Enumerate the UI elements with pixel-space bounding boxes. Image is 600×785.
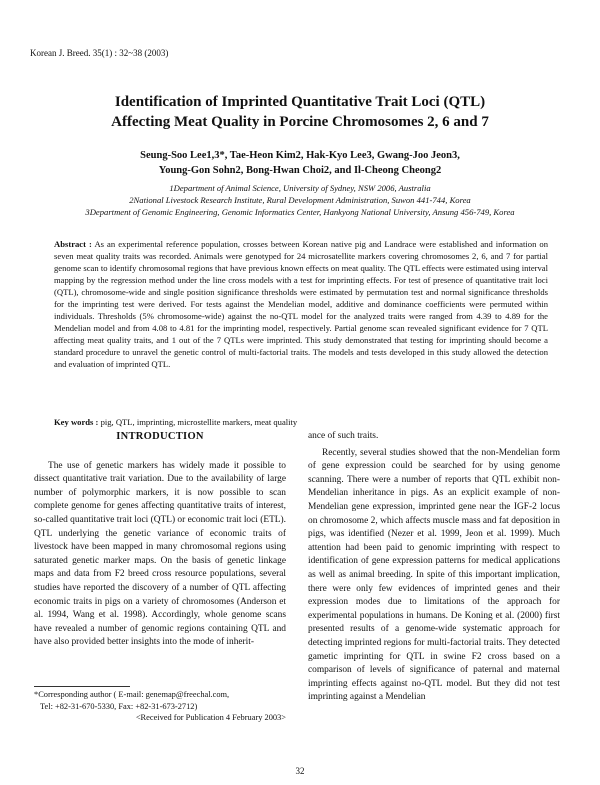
footnote-corresponding-author: *Corresponding author ( E-mail: genemap@freechal.com, (34, 690, 230, 699)
keywords-text: pig, QTL, imprinting, microstellite markers, meat quality (100, 417, 298, 427)
paper-title (40, 92, 560, 132)
affiliations (20, 182, 580, 218)
author-list (40, 148, 560, 178)
affiliation-2: 2National Livestock Research Institute, Rural Development Administration, Suwon 441-744, Korea (129, 195, 471, 205)
keywords-label: Key words : (54, 417, 99, 427)
footnote-divider (34, 686, 130, 687)
abstract-text: As an experimental reference population, crosses between Korean native pig and Landrace were established and information on seven meat quality traits was recorded. Animals were genotyped for 24 microsatellite markers covering chromosomes 2, 6, and 7 for partial genome scan to identify chromosomal regions that have previous known effects on meat quality. The QTL effects were estimated using interval mapping by the regression method under the line cross models with a test for imprinting effects. For test of presence of quantitative trait loci (QTL), chromosome-wide and single position significance thresholds were estimated by permutation test and normal significance thresholds for the imprinting test were derived. For tests against the Mendelian model, additive and dominance coefficients were permuted within individuals. Thresholds (5% chromosome-wide) against the no-QTL model for the analyzed traits were ranged from 4.39 to 4.89 for the Mendelian model and from 4.08 to 4.81 for the imprinting model, respectively. Partial genome scan revealed significant evidence for 7 QTL affecting meat quality traits, and 1 out of the 7 QTLs were imprinted. This study demonstrated that testing for imprinting should become a standard procedure to unravel the genetic control of multi-factorial traits. The models and tests developed in this study allowed the detection and evaluation of imprinted QTL. (54, 239, 548, 369)
footnote (34, 689, 286, 724)
keywords (54, 416, 548, 428)
authors-line-1: Seung-Soo Lee1,3*, Tae-Heon Kim2, Hak-Kyo Lee3, Gwang-Joo Jeon3, (140, 150, 460, 161)
page-number: 32 (295, 766, 305, 776)
affiliation-1: 1Department of Animal Science, University of Sydney, NSW 2006, Australia (169, 183, 431, 193)
footnote-received-date: <Received for Publication 4 February 2003> (135, 713, 286, 723)
title-line-1: Identification of Imprinted Quantitative Trait Loci (QTL) (114, 94, 486, 110)
abstract (54, 238, 548, 370)
running-head: Korean J. Breed. 35(1) : 32~38 (2003) (30, 48, 169, 58)
title-line-2: Affecting Meat Quality in Porcine Chromosomes 2, 6 and 7 (111, 114, 489, 130)
intro-paragraph-1-continuation: ance of such traits. (308, 431, 379, 441)
intro-paragraph-1: The use of genetic markers has widely made it possible to dissect quantitative trait variation. Due to the availability of large number of polymorphic markers, it is now possible to scan complete genome for genes affecting quantitative traits of interest, so-called quantitative trait loci (QTL) or economic trait loci (ETL). QTL underlying the genetic variance of economic traits of livestock have been mapped in many chromosomal regions using saturated genetic marker maps. On the basis of genetic linkage maps and data from F2 breed cross resource populations, several studies have reported the discovery of a number of QTL affecting economic traits in pigs on a variety of chromosomes (Anderson et al. 1994, Wang et al. 1998). Accordingly, whole genome scans have revealed a number of genomic regions containing QTL and have also provided better insights into the mode of inherit- (34, 460, 286, 648)
authors-line-2: Young-Gon Sohn2, Bong-Hwan Choi2, and Il-Cheong Cheong2 (158, 165, 442, 176)
intro-paragraph-2: Recently, several studies showed that the non-Mendelian form of gene expression could be searched for by using genome scanning. There were a number of reports that QTL exhibit non-Mendelian inheritance in pigs. As an explicit example of non-Mendelian gene expression, imprinted gene near the IGF-2 locus on chromosome 2, which affects muscle mass and fat deposition in pigs, was identified (Nezer et al. 1999, Jeon et al. 1999). Much attention had been paid to genomic imprinting with respect to identification of gene expression patterns for medical applications as well as animal breeding. In spite of this important implication, there were only few evidences of imprinted genes and their expression modes due to limitations of the approach for experimental populations in humans. De Koning et al. (2000) first presented results of a genome-wide systematic approach for detecting imprinted regions for multi-factorial traits. They detected gametic imprinting for QTL in swine F2 cross based on a comparison of levels of significance of paternal and maternal imprinting effects against no-QTL model. But they did not test imprinting against a Mendelian (308, 447, 560, 703)
section-heading-introduction: INTRODUCTION (116, 431, 204, 442)
abstract-label: Abstract : (54, 239, 92, 249)
left-column (34, 430, 286, 650)
right-column (308, 430, 560, 705)
footnote-contact: Tel: +82-31-670-5330, Fax: +82-31-673-2712) (40, 701, 198, 711)
affiliation-3: 3Department of Genomic Engineering, Genomic Informatics Center, Hankyong National University, Ansung 456-749, Korea (85, 207, 515, 217)
